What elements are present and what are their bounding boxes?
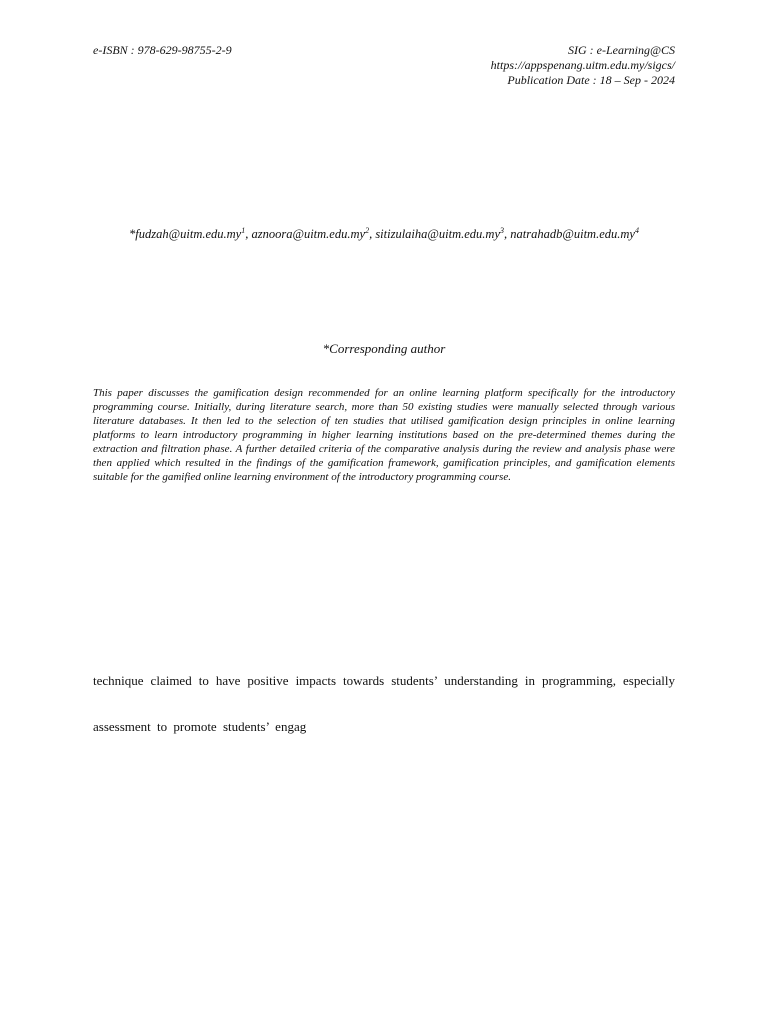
body-text-line: assessment to promote students’ engag [93,719,307,734]
body-text-line: technique claimed to have positive impacts towards students’ understanding in programming, especially [93,673,675,688]
url-text: https://appspenang.uitm.edu.my/sigcs/ [490,58,675,72]
isbn-text: e-ISBN : 978-629-98755-2-9 [93,43,232,57]
author-emails [93,226,675,242]
abstract-text: This paper discusses the gamification design recommended for an online learning platform specifically for the introductory programming course. Initially, during literature search, more than 50 existing studies were manually selected through various literature databases. It then led to the selection of ten studies that utilised gamification design principles in online learning platforms to learn introductory programming in higher learning institutions based on the pre-determined themes during the extraction and filtration phase. A further detailed criteria of the comparative analysis during the review and analysis phase were then applied which resulted in the findings of the gamification framework, gamification principles, and gamification elements suitable for the gamified online learning environment of the introductory programming course. [93,387,675,483]
email-separator: , [504,227,511,241]
author-email: *fudzah@uitm.edu.my [129,227,242,241]
author-affiliation-number: 1 [241,225,246,235]
publication-date: Publication Date : 18 – Sep - 2024 [507,73,675,87]
author-affiliation-number: 4 [634,225,639,235]
author-email: aznoora@uitm.edu.my [251,227,366,241]
author-affiliation-number: 2 [365,225,370,235]
email-separator: , [369,227,376,241]
author-email: natrahadb@uitm.edu.my [510,227,635,241]
email-separator: , [245,227,252,241]
header-right [491,43,675,88]
author-email: sitizulaiha@uitm.edu.my [375,227,501,241]
corresponding-author-note: *Corresponding author [322,341,446,356]
author-affiliation-number: 3 [500,225,505,235]
sig-text: SIG : e-Learning@CS [567,43,675,57]
